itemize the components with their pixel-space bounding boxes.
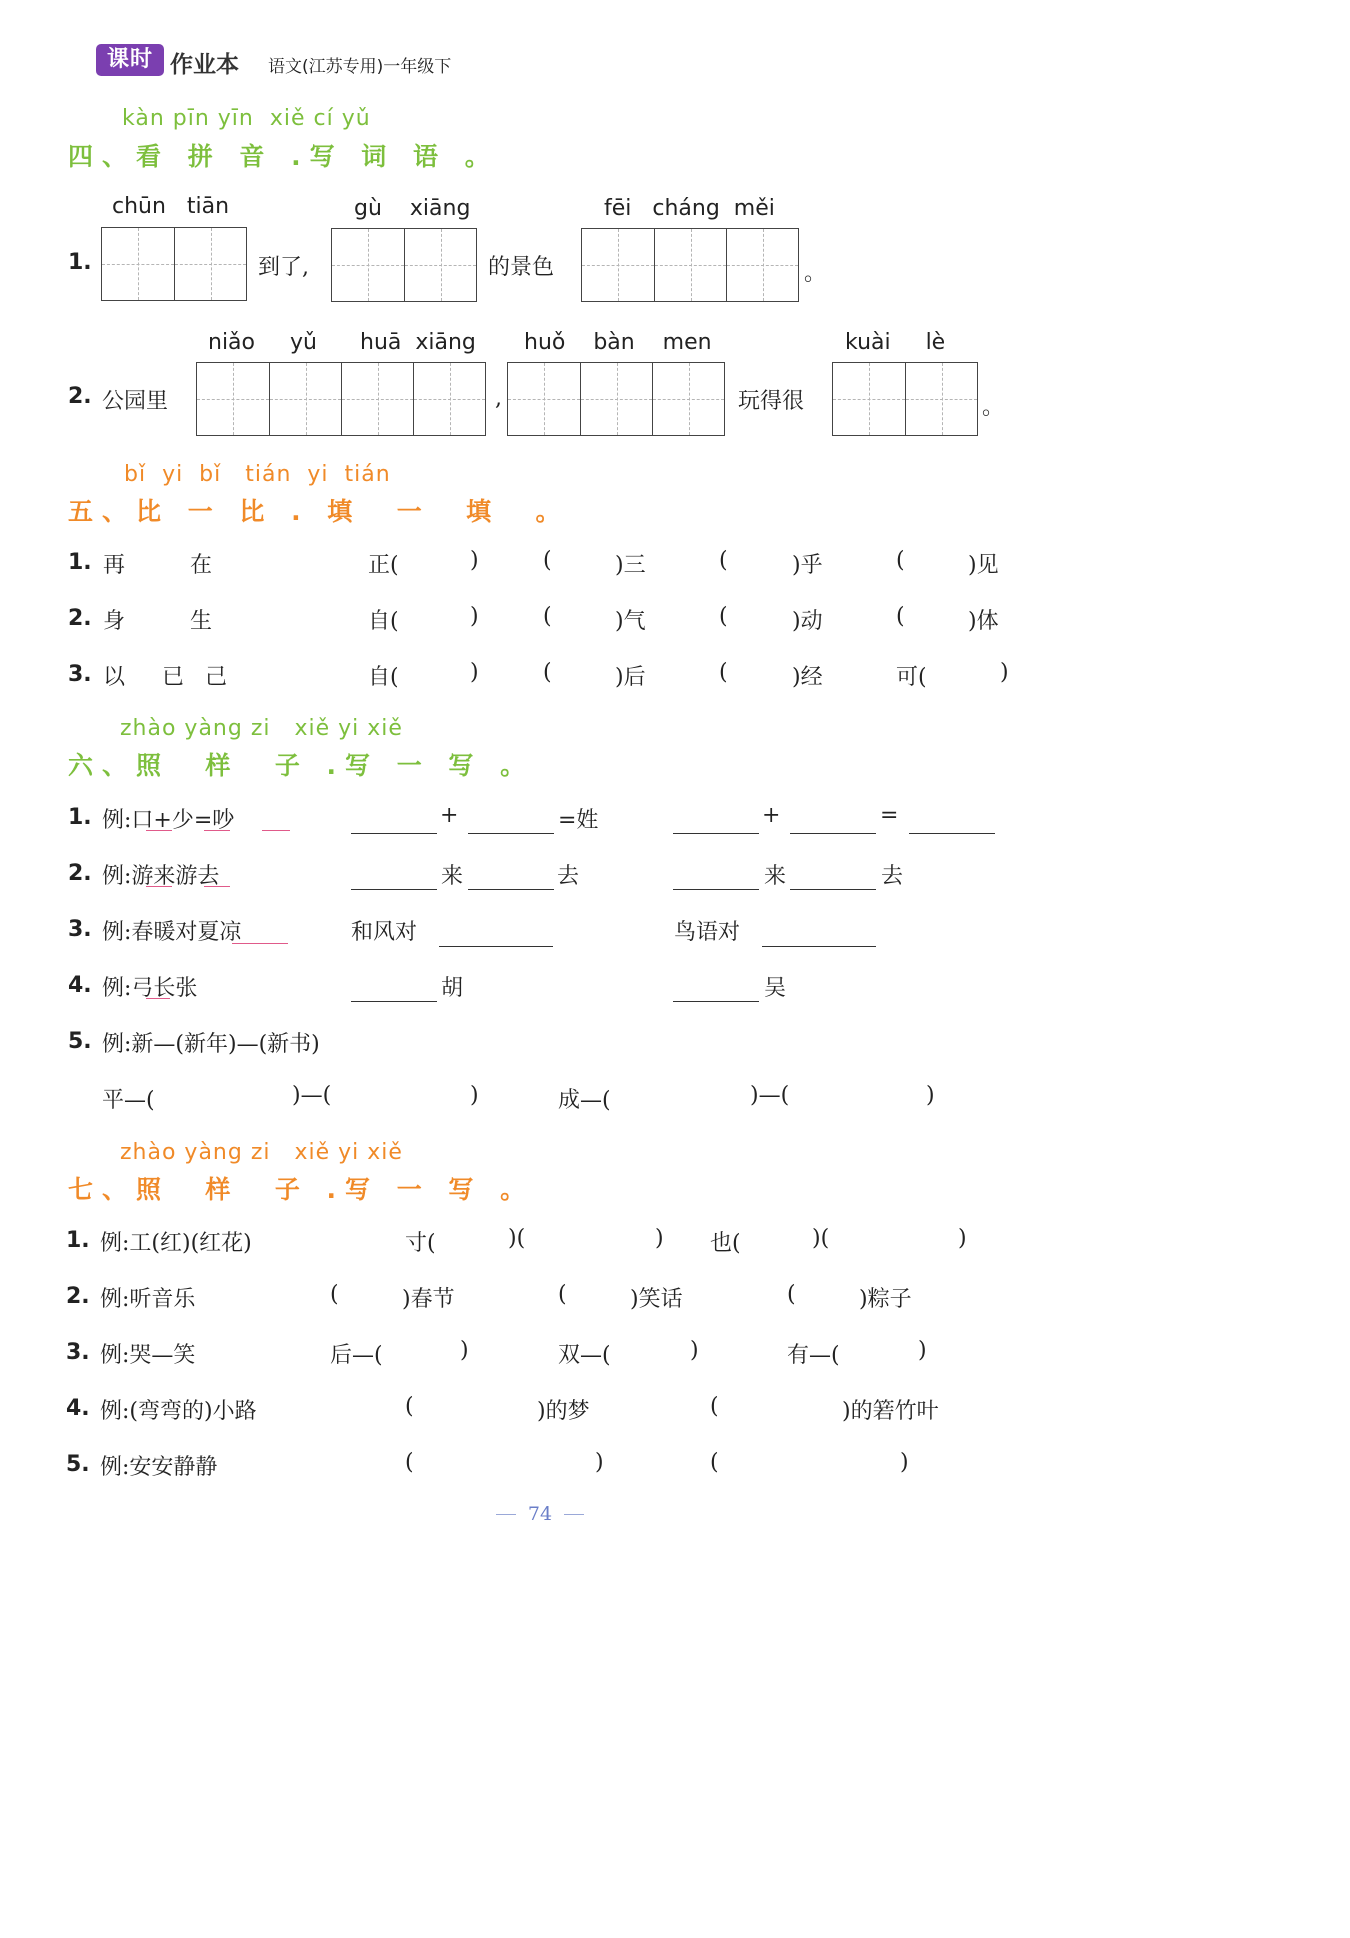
example-text: 例:听音乐 bbox=[100, 1287, 196, 1312]
writing-cell[interactable] bbox=[905, 363, 977, 435]
question-number: 2. bbox=[68, 861, 92, 886]
section5-title: 五、比 一 比 . 填 一 填 。 bbox=[68, 497, 570, 526]
fill-blank[interactable]: )笑话 bbox=[630, 1287, 683, 1312]
question-number: 1. bbox=[66, 1228, 90, 1253]
question-number: 4. bbox=[66, 1396, 90, 1421]
paren: ( bbox=[710, 1450, 719, 1475]
equals-sign: = bbox=[880, 803, 899, 828]
fill-blank[interactable]: 成—( bbox=[558, 1088, 611, 1113]
example-text: 例:弓长张 bbox=[102, 976, 198, 1001]
fill-blank[interactable]: )经 bbox=[792, 665, 823, 690]
question-number: 2. bbox=[68, 384, 92, 409]
fill-blank[interactable]: 也( bbox=[710, 1231, 741, 1256]
paren: ( bbox=[719, 604, 728, 629]
answer-blank[interactable] bbox=[439, 946, 553, 947]
paren: ( bbox=[543, 660, 552, 685]
question-number: 3. bbox=[66, 1340, 90, 1365]
compare-char: 在 bbox=[190, 553, 213, 578]
fixed-char: 来 bbox=[441, 864, 464, 889]
compare-char: 生 bbox=[190, 609, 213, 634]
pinyin-guxiang: gù xiāng bbox=[354, 196, 471, 221]
equation-result: =姓 bbox=[558, 808, 599, 833]
question-number: 5. bbox=[66, 1452, 90, 1477]
answer-blank[interactable] bbox=[673, 1001, 759, 1002]
writing-cell[interactable] bbox=[102, 228, 174, 300]
sentence-end: 。 bbox=[982, 395, 1005, 420]
prompt-text: 和风对 bbox=[351, 920, 418, 945]
fill-blank[interactable]: )动 bbox=[792, 609, 823, 634]
sentence-text: 公园里 bbox=[102, 389, 169, 414]
paren: ) bbox=[958, 1226, 967, 1251]
question-number: 5. bbox=[68, 1029, 92, 1054]
question-number: 3. bbox=[68, 917, 92, 942]
fill-blank[interactable]: 自( bbox=[368, 609, 399, 634]
question-number: 2. bbox=[68, 606, 92, 631]
example-text: 例:安安静静 bbox=[100, 1455, 218, 1480]
section7-title: 七、照 样 子 .写 一 写 。 bbox=[68, 1175, 535, 1204]
fill-blank[interactable]: 正( bbox=[368, 553, 399, 578]
compare-char: 身 bbox=[103, 609, 126, 634]
writing-cell[interactable] bbox=[341, 363, 413, 435]
question-number: 1. bbox=[68, 550, 92, 575]
sentence-text: 到了, bbox=[258, 255, 309, 280]
pinyin-chuntian: chūn tiān bbox=[112, 194, 230, 219]
fill-blank[interactable]: )的箬竹叶 bbox=[842, 1399, 939, 1424]
paren: ) bbox=[1000, 660, 1009, 685]
pinyin-huobanmen: huǒ bàn men bbox=[524, 330, 712, 355]
fixed-char: 去 bbox=[881, 864, 904, 889]
plus-sign: + bbox=[762, 803, 781, 828]
fixed-char: 去 bbox=[557, 864, 580, 889]
example-underline bbox=[146, 998, 170, 999]
paren: ( bbox=[787, 1282, 796, 1307]
sentence-text: 玩得很 bbox=[738, 389, 805, 414]
paren: ) bbox=[470, 660, 479, 685]
example-text: 例:哭—笑 bbox=[100, 1343, 196, 1368]
paren: ) bbox=[595, 1450, 604, 1475]
brand-logo: 课时 bbox=[96, 44, 164, 76]
example-underline bbox=[146, 886, 172, 887]
fixed-char: 吴 bbox=[764, 976, 787, 1001]
compare-char: 再 bbox=[103, 553, 126, 578]
pinyin-kuaile: kuài lè bbox=[845, 330, 946, 355]
paren: ) bbox=[926, 1083, 935, 1108]
answer-blank[interactable] bbox=[351, 1001, 437, 1002]
fixed-char: 胡 bbox=[441, 976, 464, 1001]
fill-blank[interactable]: 平—( bbox=[102, 1088, 155, 1113]
fill-blank[interactable]: )后 bbox=[615, 665, 646, 690]
answer-blank[interactable] bbox=[673, 889, 759, 890]
question-number: 3. bbox=[68, 662, 92, 687]
answer-blank[interactable] bbox=[762, 946, 876, 947]
example-text: 例:(弯弯的)小路 bbox=[100, 1399, 257, 1424]
fill-blank[interactable]: 寸( bbox=[405, 1231, 436, 1256]
example-underline bbox=[204, 830, 230, 831]
answer-blank[interactable] bbox=[909, 833, 995, 834]
example-text: 例:工(红)(红花) bbox=[100, 1231, 252, 1256]
writing-cell[interactable] bbox=[413, 363, 485, 435]
section6-pinyin: zhào yàng zi xiě yi xiě bbox=[120, 716, 403, 741]
paren: ) bbox=[690, 1338, 699, 1363]
fill-blank[interactable]: )乎 bbox=[792, 553, 823, 578]
paren: ) bbox=[460, 1338, 469, 1363]
fill-blank[interactable]: )—( bbox=[292, 1083, 332, 1108]
paren: ( bbox=[719, 548, 728, 573]
pinyin-huaxiang: huā xiāng bbox=[360, 330, 476, 355]
question-number: 2. bbox=[66, 1284, 90, 1309]
writing-grid-huobanmen[interactable] bbox=[507, 362, 725, 436]
example-underline bbox=[262, 830, 290, 831]
writing-cell[interactable] bbox=[404, 229, 476, 301]
page-number: 74 bbox=[527, 1503, 553, 1525]
writing-cell[interactable] bbox=[332, 229, 404, 301]
fill-blank[interactable]: )—( bbox=[750, 1083, 790, 1108]
section4-title: 四、看 拼 音 .写 词 语 。 bbox=[68, 142, 499, 171]
writing-cell[interactable] bbox=[833, 363, 905, 435]
writing-grid-niaoyuhuaxiang[interactable] bbox=[196, 362, 486, 436]
paren: ( bbox=[896, 548, 905, 573]
answer-blank[interactable] bbox=[790, 889, 876, 890]
fill-blank[interactable]: )春节 bbox=[402, 1287, 455, 1312]
paren: ) bbox=[655, 1226, 664, 1251]
writing-cell[interactable] bbox=[652, 363, 724, 435]
writing-grid-chuntian[interactable] bbox=[101, 227, 247, 301]
writing-grid-kuaile[interactable] bbox=[832, 362, 978, 436]
fill-blank[interactable]: 后—( bbox=[330, 1343, 383, 1368]
fill-blank[interactable]: 自( bbox=[368, 665, 399, 690]
writing-cell[interactable] bbox=[654, 229, 726, 301]
pinyin-niaoyu: niǎo yǔ bbox=[208, 330, 317, 355]
writing-cell[interactable] bbox=[174, 228, 246, 300]
fill-blank[interactable]: )粽子 bbox=[859, 1287, 912, 1312]
writing-grid-feichangmei[interactable] bbox=[581, 228, 799, 302]
example-underline bbox=[204, 886, 230, 887]
sentence-comma: , bbox=[495, 386, 502, 411]
example-text: 例:春暖对夏凉 bbox=[102, 920, 242, 945]
writing-cell[interactable] bbox=[726, 229, 798, 301]
answer-blank[interactable] bbox=[351, 889, 437, 890]
paren: ) bbox=[900, 1450, 909, 1475]
paren: ( bbox=[710, 1394, 719, 1419]
example-text: 例:游来游去 bbox=[102, 864, 220, 889]
answer-blank[interactable] bbox=[468, 889, 554, 890]
plus-sign: + bbox=[440, 803, 459, 828]
section4-pinyin: kàn pīn yīn xiě cí yǔ bbox=[122, 106, 371, 131]
writing-cell[interactable] bbox=[580, 363, 652, 435]
writing-cell[interactable] bbox=[197, 363, 269, 435]
paren: ( bbox=[719, 660, 728, 685]
fixed-char: 来 bbox=[764, 864, 787, 889]
paren: ) bbox=[470, 548, 479, 573]
page-number-rule bbox=[564, 1514, 584, 1515]
fill-blank[interactable]: 有—( bbox=[787, 1343, 840, 1368]
paren: ( bbox=[543, 604, 552, 629]
compare-char: 以 bbox=[103, 665, 126, 690]
paren: ( bbox=[896, 604, 905, 629]
fill-blank[interactable]: )三 bbox=[615, 553, 646, 578]
fill-blank[interactable]: )( bbox=[812, 1226, 830, 1251]
fill-blank[interactable]: 可( bbox=[896, 665, 927, 690]
question-number: 1. bbox=[68, 805, 92, 830]
fill-blank[interactable]: )气 bbox=[615, 609, 646, 634]
writing-cell[interactable] bbox=[269, 363, 341, 435]
fill-blank[interactable]: )体 bbox=[968, 609, 999, 634]
fill-blank[interactable]: )( bbox=[508, 1226, 526, 1251]
paren: ( bbox=[558, 1282, 567, 1307]
example-text: 例:口+少=吵 bbox=[102, 808, 235, 833]
writing-grid-guxiang[interactable] bbox=[331, 228, 477, 302]
book-title: 语文(江苏专用)一年级下 bbox=[268, 57, 452, 77]
paren: ( bbox=[330, 1282, 339, 1307]
answer-blank[interactable] bbox=[351, 833, 437, 834]
pinyin-feichangmei: fēi cháng měi bbox=[604, 196, 775, 221]
prompt-text: 鸟语对 bbox=[674, 920, 741, 945]
example-underline bbox=[232, 943, 288, 944]
sentence-end: 。 bbox=[804, 261, 827, 286]
question-number: 4. bbox=[68, 973, 92, 998]
paren: ) bbox=[918, 1338, 927, 1363]
example-underline bbox=[146, 830, 172, 831]
fill-blank[interactable]: 双—( bbox=[558, 1343, 611, 1368]
answer-blank[interactable] bbox=[673, 833, 759, 834]
compare-char: 已 己 bbox=[162, 665, 227, 690]
paren: ( bbox=[405, 1394, 414, 1419]
paren: ) bbox=[470, 604, 479, 629]
writing-cell[interactable] bbox=[582, 229, 654, 301]
fill-blank[interactable]: )的梦 bbox=[537, 1399, 590, 1424]
question-number: 1. bbox=[68, 250, 92, 275]
answer-blank[interactable] bbox=[790, 833, 876, 834]
brand-name: 作业本 bbox=[170, 52, 239, 78]
section7-pinyin: zhào yàng zi xiě yi xiě bbox=[120, 1140, 403, 1165]
section6-title: 六、照 样 子 .写 一 写 。 bbox=[68, 751, 535, 780]
sentence-text: 的景色 bbox=[488, 255, 555, 280]
paren: ) bbox=[470, 1083, 479, 1108]
answer-blank[interactable] bbox=[468, 833, 554, 834]
paren: ( bbox=[405, 1450, 414, 1475]
fill-blank[interactable]: )见 bbox=[968, 553, 999, 578]
example-text: 例:新—(新年)—(新书) bbox=[102, 1032, 320, 1057]
section5-pinyin: bǐ yi bǐ tián yi tián bbox=[124, 462, 391, 487]
writing-cell[interactable] bbox=[508, 363, 580, 435]
paren: ( bbox=[543, 548, 552, 573]
